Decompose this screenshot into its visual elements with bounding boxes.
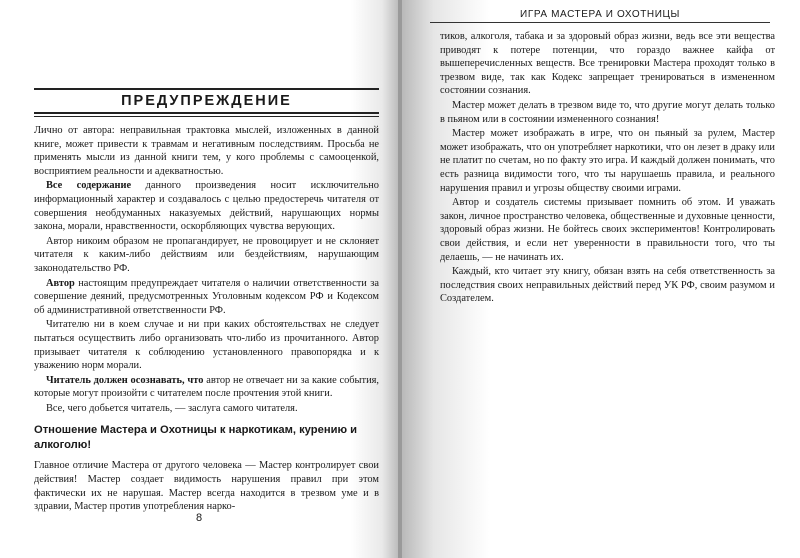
- bold-lead: Читатель должен осознавать, что: [46, 374, 204, 386]
- bold-lead: Автор: [46, 277, 75, 289]
- paragraph-reader-should-not: Читателю ни в коем случае и ни при каких обстоятельствах не следует пытаться осуществить либо организовать что-либо из прочитанного. Автор призывает читателя к соблюдению установленного правопорядка и к уважению норм морали.: [34, 319, 379, 372]
- section-title: Отношение Мастера и Охотницы к наркотикам, курению и алкоголю!: [34, 424, 357, 452]
- paragraph-respect-law: Автор и создатель системы призывает помнить об этом. И уважать закон, личное пространство человека, общественные и духовные ценности, здоровый образ жизни. Не бойтесь своих экспериментов! Контролировать свои действия, и если нет уверенности в правильности того, что ты делаешь, — не начинать их.: [440, 197, 775, 263]
- paragraph-responsibility: Каждый, кто читает эту книгу, обязан взять на себя ответственность за последствия своих неправильных действий перед УК РФ, своим разумом и Создателем.: [440, 266, 775, 305]
- intro-paragraph: Лично от автора: неправильная трактовка мыслей, изложенных в данной книге, может привести к травмам и негативным последствиям. Просьба не применять мысли из данной книги тем, у кого проблемы с самооценкой, восприятием реальности и адекватностью.: [34, 125, 379, 177]
- bold-lead: Все содержание: [46, 180, 132, 192]
- paragraph-reader-aware: [34, 374, 379, 401]
- heading-rule-bottom: [34, 112, 379, 114]
- paragraph-game: Мастер может изображать в игре, что он пьяный за рулем, Мастер может изображать, что он употребляет наркотики, что он лезет в драку или не платит по счетам, но по факту это игра. И каждый должен понимать, что есть разница видимости того, что ты нарушаешь правила, и реального нарушения правил и угрозы обществу своими играми.: [440, 128, 775, 194]
- paragraph-author-warns: [34, 277, 379, 318]
- paragraph-rest: данного произведения носит исключительно информационный характер и создавалось с целью предостеречь читателя от совершения необдуманных наказуемых действий, нарушающих нормы закона, морали, нравственности, оскорбляющих чувства верующих.: [34, 180, 379, 233]
- right-page-text: [440, 30, 775, 307]
- left-page-text: [34, 124, 379, 515]
- heading-rule-bottom-thin: [34, 116, 379, 117]
- heading-rule-top: [34, 88, 379, 90]
- paragraph-rest: автор не отвечает ни за какие события, которые могут произойти с читателем после прочтения этой книги.: [34, 374, 380, 400]
- warning-title: ПРЕДУПРЕЖДЕНИЕ: [121, 93, 292, 109]
- paragraph-content: [34, 179, 379, 233]
- paragraph-sober: Мастер может делать в трезвом виде то, что другие могут делать только в пьяном или в состоянии измененного сознания!: [440, 99, 775, 125]
- running-head-rule: [430, 22, 770, 23]
- running-head: ИГРА МАСТЕРА И ОХОТНИЦЫ: [520, 9, 680, 20]
- page-number: 8: [195, 512, 203, 524]
- warning-heading-block: [34, 88, 379, 117]
- paragraph-continuation: тиков, алкоголя, табака и за здоровый образ жизни, ведь все эти вещества приводят к потере потенции, что гораздо важнее кайфа от вышеперечисленных веществ. Все тренировки Мастера проходят только в трезвом виде, так как Кодекс запрещает тренироваться в измененном состоянии сознания.: [440, 31, 775, 97]
- left-page: [0, 0, 398, 558]
- paragraph-reader-merit: Все, чего добьется читатель, — заслуга самого читателя.: [46, 402, 298, 414]
- paragraph-author-no-propaganda: Автор никоим образом не пропагандирует, не провоцирует и не склоняет читателя к каким-либо действиям или бездействиям, нарушающим законодательство РФ.: [34, 235, 379, 274]
- paragraph-master-difference: Главное отличие Мастера от другого человека — Мастер контролирует свои действия! Мастер создает видимость нарушения правил при этом фактически их не нарушая. Мастер всегда находится в трезвом уме и в здравии, Мастер против употребления нарко-: [34, 460, 379, 513]
- paragraph-rest: настоящим предупреждает читателя о наличии ответственности за совершение деяний, предусмотренных Уголовным кодексом РФ и Кодексом об административной ответственности РФ.: [34, 277, 379, 316]
